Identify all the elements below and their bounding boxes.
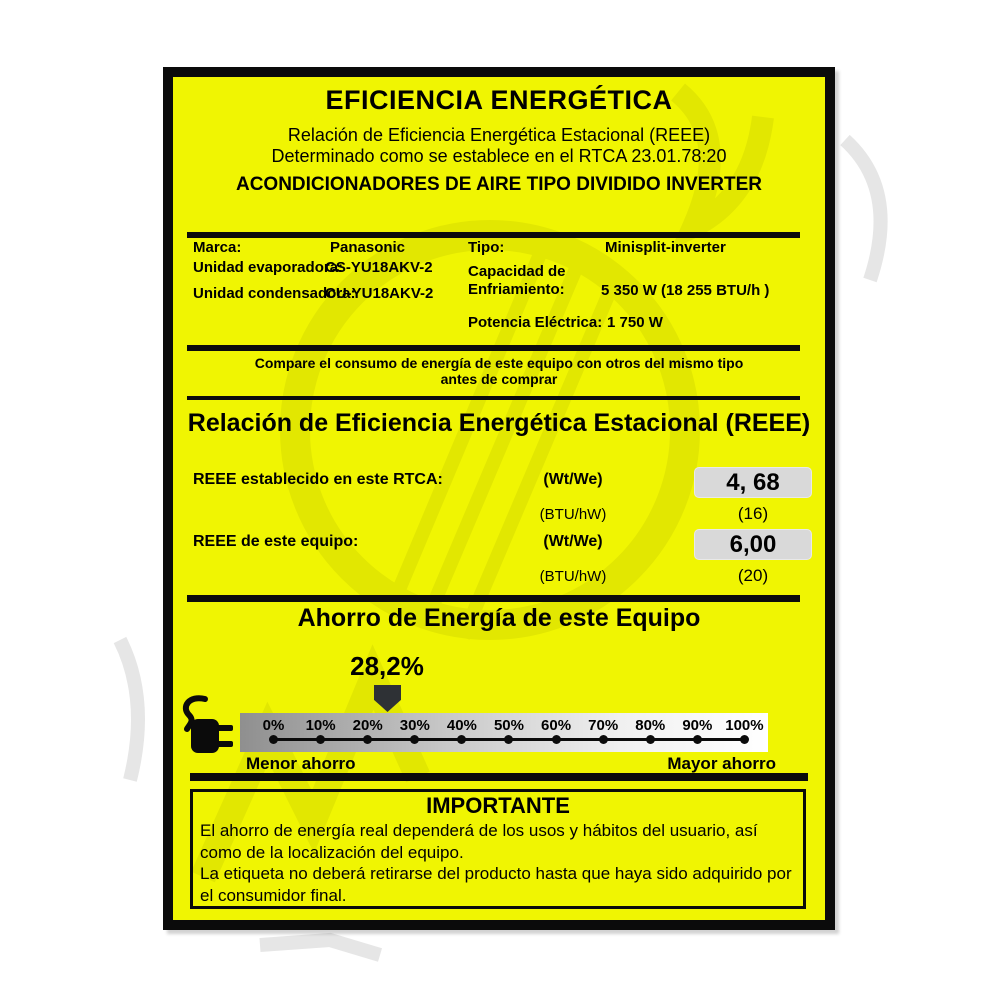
tick-dot — [504, 735, 513, 744]
energy-efficiency-label — [163, 67, 835, 930]
tick-label: 20% — [352, 717, 383, 734]
tick-label: 50% — [493, 717, 524, 734]
evaporator-unit-value: CS-YU18AKV-2 — [325, 259, 433, 276]
tick-label: 100% — [725, 717, 764, 734]
divider-compare-notice — [187, 396, 800, 400]
tick-dot — [410, 735, 419, 744]
scale-tick — [533, 718, 580, 744]
scale-tick — [438, 718, 485, 744]
important-heading: IMPORTANTE — [426, 793, 570, 818]
brand-value: Panasonic — [330, 239, 406, 256]
tick-dot — [269, 735, 278, 744]
label-subtitle-product-type: ACONDICIONADORES DE AIRE TIPO DIVIDIDO INVERTER — [235, 174, 763, 195]
savings-scale — [240, 713, 768, 752]
tick-dot — [740, 735, 749, 744]
tick-dot — [316, 735, 325, 744]
condenser-unit-value: CU-YU18AKV-2 — [325, 285, 434, 302]
tick-label: 90% — [682, 717, 713, 734]
savings-section-heading: Ahorro de Energía de este Equipo — [297, 604, 701, 632]
lower-savings-caption: Menor ahorro — [246, 754, 356, 773]
important-body — [193, 819, 803, 906]
compare-notice — [173, 355, 825, 387]
scale-tick — [721, 718, 768, 744]
reee-equipment-unit-btuhw: (BTU/hW) — [539, 568, 607, 585]
label-title: EFICIENCIA ENERGÉTICA — [325, 85, 673, 115]
scale-tick — [297, 718, 344, 744]
tick-label: 40% — [446, 717, 477, 734]
tick-label: 80% — [635, 717, 666, 734]
divider-product-info — [187, 345, 800, 351]
scale-tick — [250, 718, 297, 744]
compare-notice-line2: antes de comprar — [440, 371, 558, 387]
reee-rtca-unit-wtwe: (Wt/We) — [543, 471, 603, 488]
cooling-capacity-label-line2: Enfriamiento: — [468, 281, 565, 298]
reee-equipment-unit-wtwe: (Wt/We) — [543, 533, 603, 550]
compare-notice-line1: Compare el consumo de energía de este equipo con otros del mismo tipo — [254, 355, 744, 371]
condenser-unit-label: Unidad condensadora: — [193, 285, 356, 302]
tick-label: 60% — [541, 717, 572, 734]
tick-dot — [552, 735, 561, 744]
reee-rtca-btu-value: (16) — [737, 504, 769, 523]
reee-section-heading: Relación de Eficiencia Energética Estacional (REEE) — [187, 409, 811, 437]
reee-rtca-value-box — [694, 467, 812, 498]
evaporator-unit-label: Unidad evaporadora: — [193, 259, 344, 276]
tick-dot — [693, 735, 702, 744]
important-notice-box — [190, 789, 806, 909]
electric-power-label: Potencia Eléctrica: — [468, 314, 603, 331]
tick-dot — [646, 735, 655, 744]
important-paragraph-1: El ahorro de energía real dependerá de los usos y hábitos del usuario, así como de la localización del equipo. — [200, 821, 758, 862]
divider-savings-section — [190, 773, 808, 781]
type-label: Tipo: — [468, 239, 505, 256]
tick-label: 30% — [399, 717, 430, 734]
reee-rtca-value: 4, 68 — [726, 469, 780, 496]
tick-dot — [599, 735, 608, 744]
label-subtitle-rtca: Determinado como se establece en el RTCA 23.01.78:20 — [271, 146, 727, 166]
cooling-capacity-label — [468, 263, 566, 299]
power-plug-icon — [175, 693, 239, 759]
type-value: Minisplit-inverter — [605, 239, 726, 256]
scale-tick — [344, 718, 391, 744]
reee-equipment-value-box — [694, 529, 812, 560]
tick-label: 10% — [305, 717, 336, 734]
reee-rtca-unit-btuhw: (BTU/hW) — [539, 506, 607, 523]
scale-tick — [674, 718, 721, 744]
tick-label: 70% — [588, 717, 619, 734]
reee-equipment-btu-value: (20) — [737, 566, 769, 585]
label-subtitle-reee: Relación de Eficiencia Energética Estacional (REEE) — [287, 125, 711, 145]
tick-dot — [457, 735, 466, 744]
reee-equipment-label: REEE de este equipo: — [193, 533, 359, 550]
divider-reee-section — [187, 595, 800, 602]
higher-savings-caption: Mayor ahorro — [667, 754, 776, 773]
tick-label: 0% — [262, 717, 285, 734]
cooling-capacity-value: 5 350 W (18 255 BTU/h ) — [601, 282, 770, 299]
electric-power-value: 1 750 W — [607, 314, 663, 331]
cooling-capacity-label-line1: Capacidad de — [468, 263, 566, 280]
scale-tick — [627, 718, 674, 744]
down-arrow-icon — [374, 685, 401, 712]
savings-marker-value: 28,2% — [350, 651, 424, 681]
reee-equipment-value: 6,00 — [729, 531, 777, 558]
reee-rtca-label: REEE establecido en este RTCA: — [193, 471, 443, 488]
scale-tick — [580, 718, 627, 744]
scale-tick — [485, 718, 532, 744]
scale-tick-strip — [250, 718, 768, 744]
divider-header — [187, 232, 800, 238]
brand-label: Marca: — [193, 239, 242, 256]
tick-dot — [363, 735, 372, 744]
important-paragraph-2: La etiqueta no deberá retirarse del producto hasta que haya sido adquirido por el consumidor final. — [200, 864, 792, 905]
scale-tick — [391, 718, 438, 744]
